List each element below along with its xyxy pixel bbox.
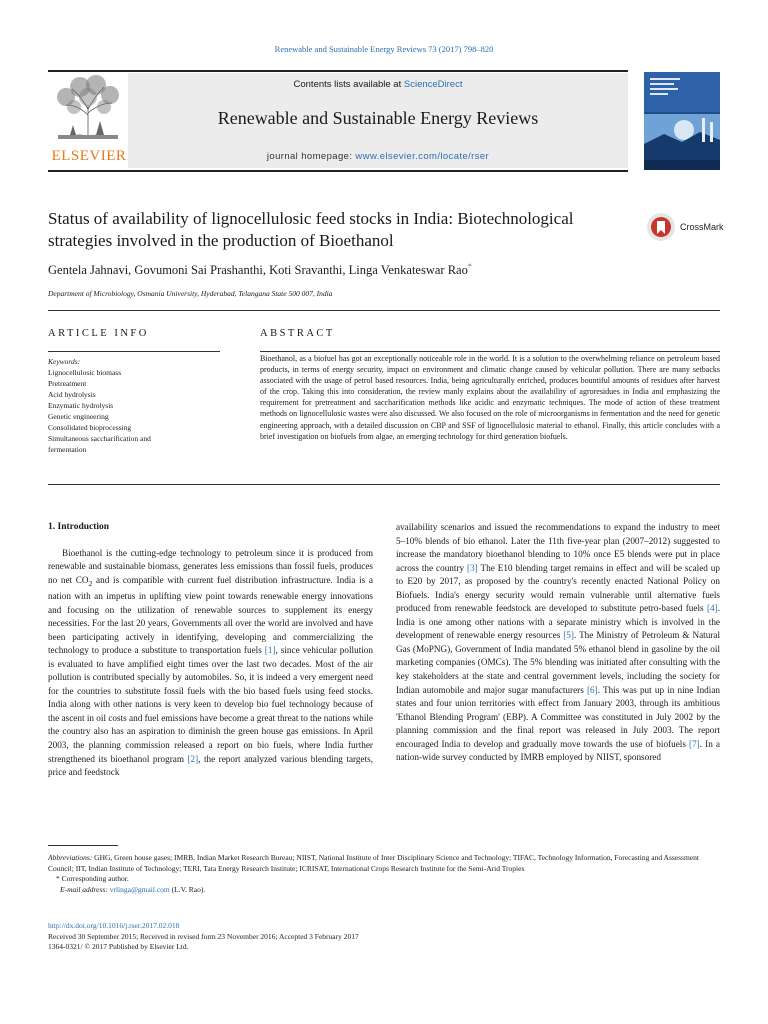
crossmark-label: CrossMark xyxy=(680,222,724,232)
email-footnote xyxy=(48,885,720,896)
crossmark-icon xyxy=(646,212,676,242)
subscript: 2 xyxy=(88,578,93,588)
abbreviations-label: Abbreviations: xyxy=(48,853,93,862)
doi-block xyxy=(48,921,548,953)
text-run: availability scenarios and issued the recommendations to expand the industry to meet 5–10% blends of bio ethanol. Later the 11th five-year plan (2007–2012) suggested to increase the mandatory bioethanol blending to 10% once E5 blends were put in place across the country xyxy=(396,522,720,573)
abstract-rule xyxy=(260,351,720,352)
email-label: E-mail address: xyxy=(60,884,108,894)
sciencedirect-link[interactable]: ScienceDirect xyxy=(403,79,463,90)
author-email-link[interactable]: vrlinga@gmail.com xyxy=(109,884,170,894)
journal-cover-thumbnail[interactable] xyxy=(644,72,720,170)
keyword-item: Simultaneous saccharification and xyxy=(48,434,151,443)
contents-prefix: Contents lists available at xyxy=(293,79,404,90)
crossmark-badge[interactable] xyxy=(646,212,726,242)
text-run: and is compatible with current fuel distribution infrastructure. India is a nation with an impetus in uplifting view point towards renewable energy innovations and focusing on the utilization of renewable sources to supplement its energy necessities. For the last 20 years, Governments all over the world are involved and have been participating actively in identifying, developing and commercializing the technology to produce a substitute to transportation fuels xyxy=(48,574,373,656)
keyword-item: Acid hydrolysis xyxy=(48,390,96,399)
body-column-right xyxy=(396,521,720,765)
reference-link[interactable]: [2] xyxy=(187,753,199,764)
abstract-heading: ABSTRACT xyxy=(260,328,335,339)
footnotes xyxy=(48,853,720,895)
keyword-item: Pretreatment xyxy=(48,379,87,388)
doi-link[interactable]: http://dx.doi.org/10.1016/j.rser.2017.02.018 xyxy=(48,921,180,930)
abbreviations-footnote xyxy=(48,853,720,874)
header-rule-bottom xyxy=(48,170,628,172)
abstract-end-rule xyxy=(48,484,720,485)
copyright-line: 1364-0321/ © 2017 Published by Elsevier Ltd. xyxy=(48,942,189,951)
body-paragraph xyxy=(396,521,720,765)
abstract-text: Bioethanol, as a biofuel has got an exceptionally noticeable role in the world. It is a solution to the overwhelming reliance on petroleum based products, in terms of energy security, impact on environment and climatic change caused by vehicular pollution. There are many setbacks associated with the usage of petrol based resources. India, being agriculturally enriched, produces bountiful amounts of residues after harvest of the crop. Taking this into consideration, the review manly explains about the availability of agroresidues in India and emphasizing the requirement for pretreatment and saccharification methods like acidic and enzymatic techniques. The mode of action of these treatment methods on lignocellulosic wastes were also discussed. We also focused on the role of microorganisms in fermentation and the need for genetic engineering approach, with a detailed discussion on CBP and SSF of lignocellulosic material to ethanol. Finally, this article concludes with a brief investigation on biofuels from algae, an emerging technology for third generation biofuels. xyxy=(260,354,720,441)
keywords-label: Keywords: xyxy=(48,357,81,366)
homepage-prefix: journal homepage: xyxy=(266,151,356,162)
text-run: , the report analyzed various blending targets, price and feedstock xyxy=(48,753,374,778)
article-info-rule xyxy=(48,351,220,352)
received-dates: Received 30 September 2015; Received in revised form 23 November 2016; Accepted 3 February 2017 xyxy=(48,931,359,941)
reference-link[interactable]: [4] xyxy=(706,603,718,614)
author-affiliation: Department of Microbiology, Osmania University, Hyderabad, Telangana State 500 007, India xyxy=(48,289,333,298)
reference-link[interactable]: [5] xyxy=(563,630,574,641)
reference-link[interactable]: [6] xyxy=(586,684,598,695)
article-info-heading: ARTICLE INFO xyxy=(48,328,149,339)
author-list xyxy=(48,262,728,278)
footnote-rule xyxy=(48,845,118,846)
reference-link[interactable]: [1] xyxy=(264,645,276,656)
article-title-line-1: Status of availability of lignocellulosic feed stocks in India: Biotechnological xyxy=(48,209,574,228)
affiliation-rule xyxy=(48,310,720,311)
keyword-item: Genetic engineering xyxy=(48,412,109,421)
section-heading-introduction: 1. Introduction xyxy=(48,522,110,532)
keyword-item: Consolidated bioprocessing xyxy=(48,423,132,432)
reference-link[interactable]: [7] xyxy=(689,738,700,749)
corresponding-author-mark[interactable]: * xyxy=(467,262,472,271)
keyword-list xyxy=(48,367,220,455)
reference-link[interactable]: [3] xyxy=(467,562,478,573)
author-names: Gentela Jahnavi, Govumoni Sai Prashanthi, Koti Sravanthi, Linga Venkateswar Rao xyxy=(48,263,468,278)
elsevier-wordmark: ELSEVIER xyxy=(51,148,127,164)
body-column-left xyxy=(48,521,373,780)
keyword-item: Lignocellulosic biomass xyxy=(48,368,122,377)
journal-homepage-link[interactable]: www.elsevier.com/locate/rser xyxy=(355,151,490,162)
text-run: . India is one among other nations with a separate ministry which is involved in the development of renewable energy resources xyxy=(396,603,720,641)
text-run: Bioethanol is the cutting-edge technology to petroleum since it is produced from renewable and sustainable biomass, generates less emissions than fossil fuels, produces no net CO xyxy=(48,547,373,585)
body-paragraph xyxy=(48,547,373,780)
journal-citation[interactable]: Renewable and Sustainable Energy Reviews 73 (2017) 798–820 xyxy=(274,44,494,54)
article-title-line-2: strategies involved in the production of Bioethanol xyxy=(48,231,394,250)
journal-name: Renewable and Sustainable Energy Reviews xyxy=(217,108,539,128)
abbreviations-text: GHG, Green house gases; IMRB, Indian Market Research Bureau; NIIST, National Institute of Inter Disciplinary Science and Technology; TIFAC, Technology Information, Forecasting and Assessment Council; IIT, Indian Institute of Technology; TERI, Tata Energy Research Institute; ICRISAT, International Crops Research Institute for the Semi-Arid Tropies xyxy=(48,853,699,873)
text-run: . In a nation-wide survey conducted by IMRB employed by NIIST, sponsored xyxy=(396,738,720,763)
article-title xyxy=(48,208,638,252)
contents-availability-line xyxy=(128,79,628,90)
text-run: The E10 blending target remains in effect and will be scaled up to E20 by 2017, as proposed by the country's recently enacted National Policy on Biofuels. India's energy security would remain vulnerable until alternative fuels produced from renewable feedstock are developed to substitute petro-based fuels xyxy=(396,562,720,614)
keyword-item: Enzymatic hydrolysis xyxy=(48,401,114,410)
text-run: . The Ministry of Petroleum & Natural Gas (MoPNG), Government of India mandated 5% ethanol blend in gasoline by the oil marketing companies (OMCs). The 5% blending was initiated after consulting with the key stakeholders at the state and central government levels, including the society for Indian automobile and major sugar manufacturers xyxy=(396,630,720,695)
corresponding-author-note: * Corresponding author. xyxy=(56,874,129,883)
keyword-item: fermentation xyxy=(48,445,87,454)
journal-homepage-line xyxy=(128,151,628,162)
email-suffix: (L.V. Rao). xyxy=(169,884,206,894)
text-run: , since vehicular pollution is evaluated to have amplified eight times over the last two decades. Most of the air pollution is contributed specially by automobiles. So, it is indeed a very emergent need for the countries to substitute fossil fuels with the bio based fuels using feed stocks. India along with other nations is very keen to develop bio fuel technology because of the ascent in oil costs and fuel emissions have become a great threat to the nations while the country also has an aspiration to diminish the green house gas emissions. In April 2003, the planning commission released a report on bio fuels, where India further strengthened its bioethanol program xyxy=(48,645,373,764)
text-run: . This was put up in nine Indian states and four union territories with effect from January 2003, through its ambitious 'Ethanol Blending Program' (EBP). A Committee was constituted in July 2002 by the planning commission and the final report was released in July 2003. The report encouraged India to develop and gradually move towards the use of biofuels xyxy=(396,684,720,749)
header-rule-top xyxy=(48,70,628,72)
